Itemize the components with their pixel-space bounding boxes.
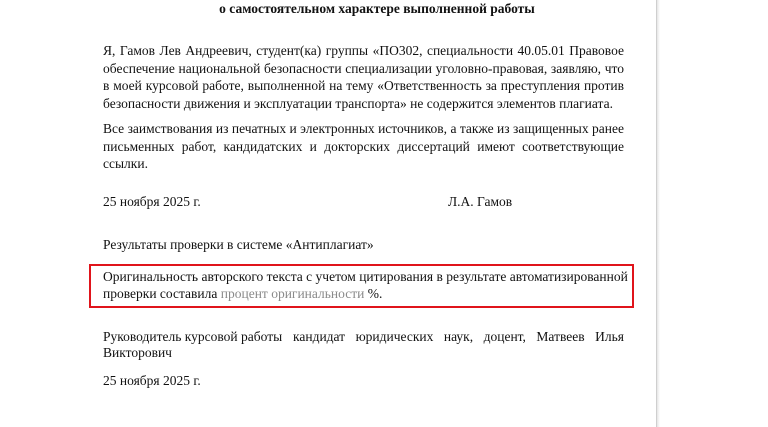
borrowings-paragraph: Все заимствования из печатных и электронных источников, а также из защищенных ранее письменных работ, кандидатских и докторских диссертаций имеют соответствующие ссылки.	[103, 121, 624, 171]
originality-prefix: проверки составила	[103, 286, 218, 301]
supervisor-title: кандидат юридических наук, доцент, Матвеев Илья	[293, 329, 624, 344]
student-signature-date: 25 ноября 2025 г.	[103, 194, 201, 209]
document-title: о самостоятельном характере выполненной работы	[219, 1, 535, 16]
supervisor-date: 25 ноября 2025 г.	[103, 373, 201, 388]
supervisor-label: Руководитель курсовой работы	[103, 329, 283, 344]
antiplagiat-heading: Результаты проверки в системе «Антиплагиат»	[103, 237, 374, 252]
declaration-paragraph: Я, Гамов Лев Андреевич, студент(ка) группы «ПО302, специальности 40.05.01 Правовое обеспечение национальной безопасности специализации уголовно-правовая, заявляю, что в моей курсовой работе, выполненной на тему «Ответственность за преступления против безопасности движения и эксплуатации транспорта» не содержится элементов плагиата.	[103, 43, 624, 111]
originality-line-1: Оригинальность авторского текста с учетом цитирования в результате автоматизированной	[103, 269, 628, 284]
supervisor-name-continued: Викторович	[103, 345, 172, 360]
originality-suffix: %.	[367, 286, 383, 301]
originality-percent-placeholder[interactable]: процент оригинальности	[220, 286, 365, 301]
page-shadow	[657, 0, 660, 427]
student-signature-name: Л.А. Гамов	[448, 194, 513, 209]
originality-line-2	[103, 285, 382, 302]
